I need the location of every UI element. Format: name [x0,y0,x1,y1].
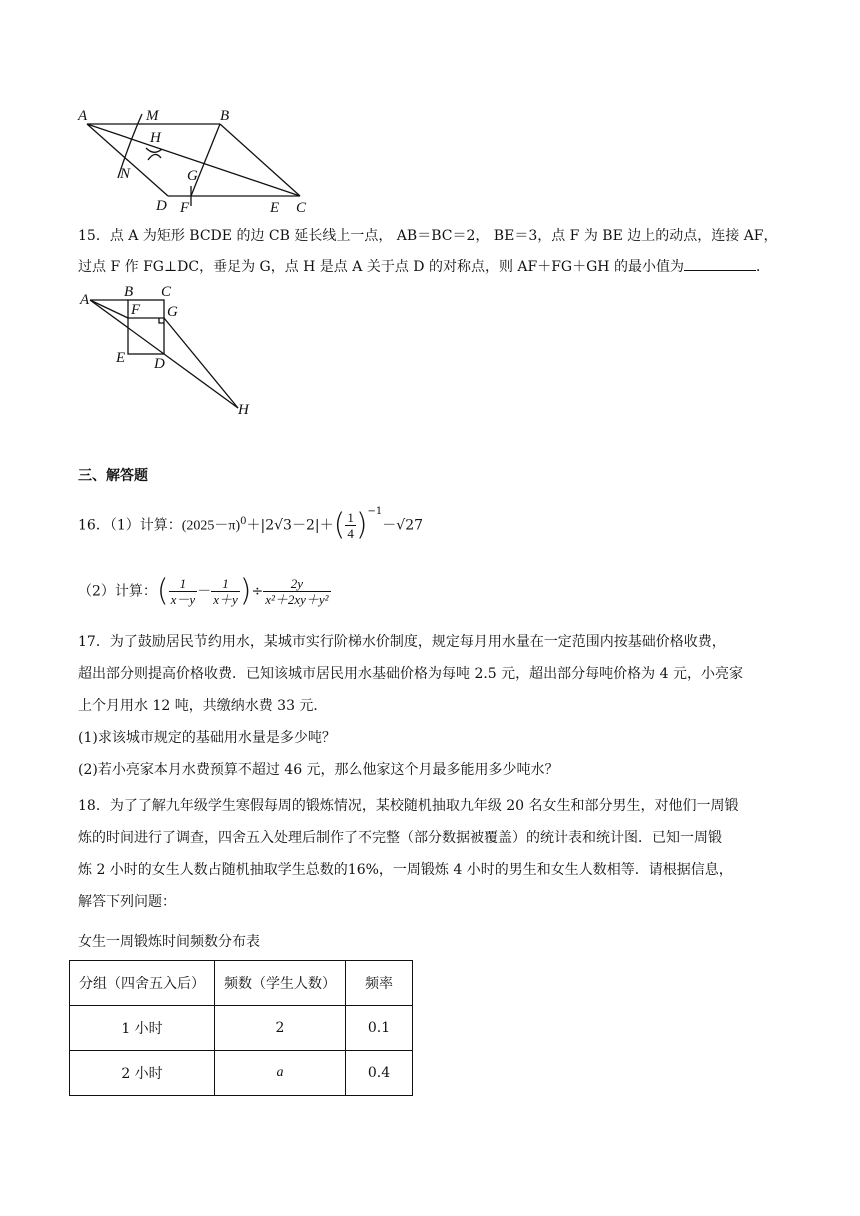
label-g: G [187,168,198,184]
label-a: A [80,292,90,308]
paren-right: ) [239,573,252,609]
section-heading: 三、解答题 [78,468,148,484]
q17-sub-2: (2)若小亮家本月水费预算不超过 46 元，那么他家这个月最多能用多少吨水？ [78,762,559,778]
arc-h-2 [148,154,161,160]
table-row [70,1051,413,1096]
right-angle-g [159,318,164,323]
label-f: F [131,302,141,318]
label-f: F [180,200,190,216]
expr-term-c: －√27 [382,517,424,534]
table-row [70,1006,413,1051]
q15-line-1 [78,226,778,246]
table-header-row [70,961,413,1006]
q16-part-1 [78,505,424,543]
q17-sub-1: (1)求该城市规定的基础用水量是多少吨？ [78,730,336,746]
fraction-1-den: x－y [170,592,196,607]
expr-exp-neg1: −1 [367,505,383,517]
frequency-table [69,960,413,1096]
cell-group: 2 小时 [70,1051,215,1096]
q18-line-1: 18．为了了解九年级学生寒假每周的锻炼情况，某校随机抽取九年级 20 名女生和部分男生，对他们一周锻 [78,798,739,814]
cell-count: a [215,1051,346,1096]
fraction-den: 4 [347,526,354,541]
header-rate: 频率 [346,961,413,1006]
expr-term-a: (2025－π) [181,518,241,534]
q18-line-2: 炼的时间进行了调查，四舍五入处理后制作了不完整（部分数据被覆盖）的统计表和统计图．已知一周锻 [78,830,722,846]
label-c: C [296,200,307,216]
q16-part-1-label: 16．（1）计算： [78,517,182,534]
header-group: 分组（四舍五入后） [70,961,215,1006]
cell-count: 2 [215,1006,346,1051]
divide-sign: ÷ [251,583,264,600]
fraction-one-quarter [345,510,356,541]
table-title: 女生一周锻炼时间频数分布表 [78,934,260,950]
label-e: E [270,200,280,216]
fraction-3 [263,576,330,607]
q15-line-2 [78,256,770,277]
label-e: E [116,350,126,366]
cell-rate: 0.4 [346,1051,413,1096]
q17-line-2: 超出部分则提高价格收费．已知该城市居民用水基础价格为每吨 2.5 元，超出部分每吨价格为 4 元，小亮家 [78,666,743,682]
label-d: D [156,198,167,214]
paren-left: ( [333,507,346,543]
expr-term-b: ＋|2√3－2|＋ [246,517,334,534]
figure-q15 [70,282,260,422]
fraction-3-den: x²＋2xy＋y² [265,592,329,607]
fraction-2-den: x＋y [213,592,238,607]
label-a: A [78,108,88,124]
cell-rate: 0.1 [346,1006,413,1051]
segment-af [90,300,128,318]
answer-blank[interactable] [684,256,756,271]
q16-part-2 [78,573,331,609]
q17-line-1: 17．为了鼓励居民节约用水，某城市实行阶梯水价制度，规定每月用水量在一定范围内按基础价格收费， [78,634,726,650]
fraction-3-num: 2y [263,576,330,592]
label-d: D [154,356,165,372]
segment-ac [87,124,300,196]
label-b: B [124,284,134,300]
label-c: C [161,284,172,300]
q15-end: ． [755,259,770,275]
q15-text-2: 过点 F 作 FG⊥DC，垂足为 G，点 H 是点 A 关于点 D 的对称点，则 AF＋FG＋GH 的最小值为 [78,259,684,275]
q16-part-2-label: （2）计算： [78,583,157,600]
label-h: H [238,402,249,418]
paren-right: ) [355,507,368,543]
q15-text: 点 A 为矩形 BCDE 的边 CB 延长线上一点， AB＝BC＝2， BE＝3，点 F 为 BE 边上的动点，连接 AF， [109,228,778,244]
segment-bc [220,124,300,196]
q18-line-3: 炼 2 小时的女生人数占随机抽取学生总数的16%，一周锻炼 4 小时的男生和女生人数相等．请根据信息， [78,862,733,878]
q17-line-3: 上个月用水 12 吨，共缴纳水费 33 元． [78,698,328,714]
label-g: G [167,304,178,320]
fraction-2 [211,576,240,607]
figure-q14 [70,100,330,218]
label-n: N [120,166,131,182]
label-m: M [146,108,159,124]
fraction-1-num: 1 [169,576,198,592]
label-b: B [220,108,230,124]
label-h: H [150,130,161,146]
fraction-num: 1 [347,510,354,525]
fraction-1 [169,576,198,607]
header-frequency: 频数（学生人数） [215,961,346,1006]
cell-group: 1 小时 [70,1006,215,1051]
minus-sign: － [197,583,212,600]
expr-exp-0: 0 [240,515,247,527]
fraction-2-num: 1 [211,576,240,592]
paren-left: ( [156,573,169,609]
q15-number: 15． [78,228,110,244]
q18-line-4: 解答下列问题： [78,894,176,910]
segment-gh [164,318,238,408]
